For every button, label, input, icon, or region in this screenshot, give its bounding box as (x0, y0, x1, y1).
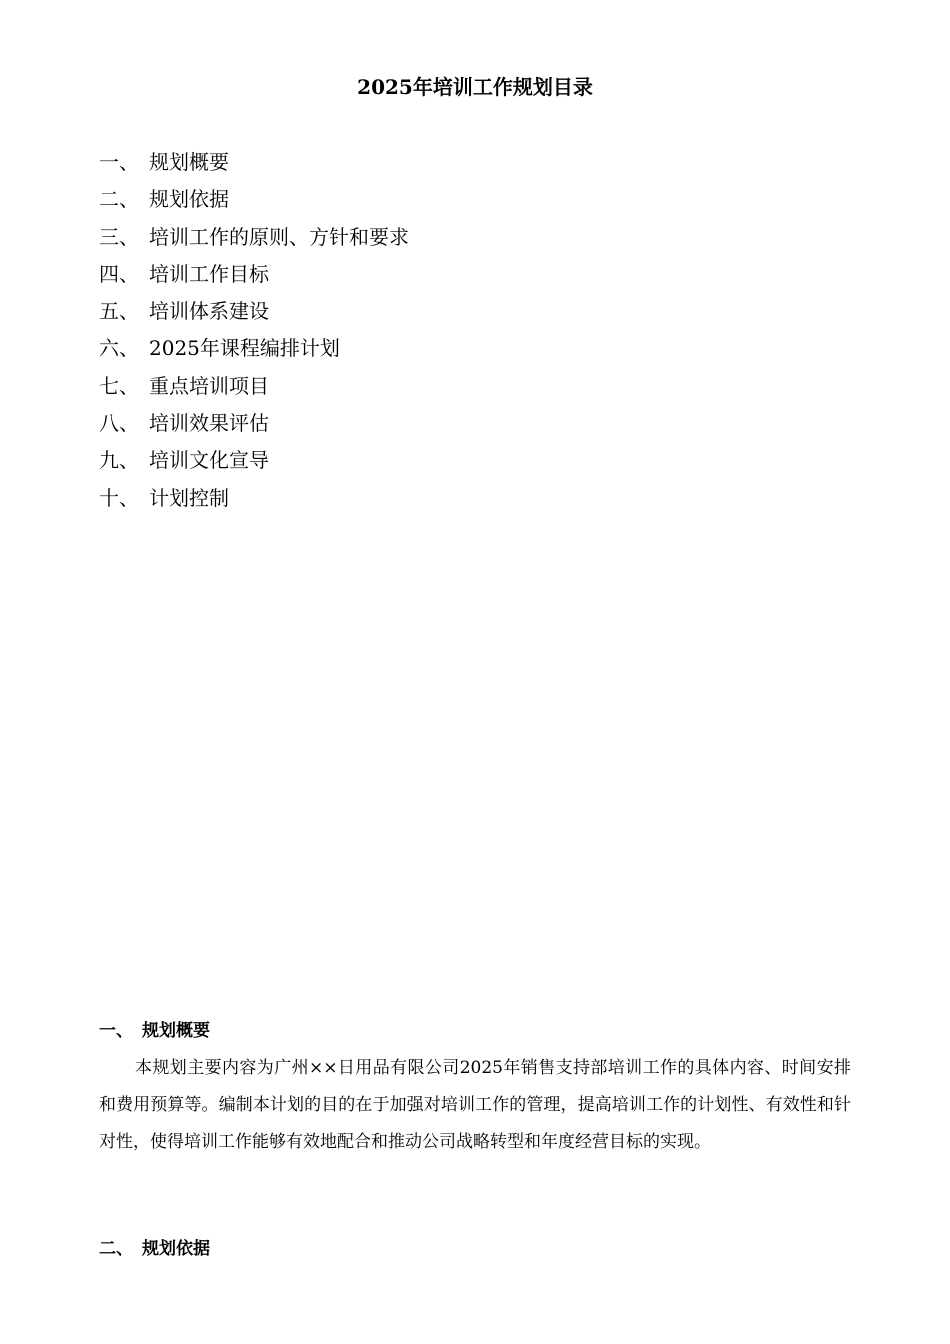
toc-item-label: 培训效果评估 (149, 411, 269, 436)
toc-item-number: 九、 (99, 448, 139, 473)
toc-item-number: 五、 (99, 299, 139, 324)
toc-item (99, 182, 859, 219)
section-title: 规划概要 (142, 1021, 210, 1041)
toc-item-label: 计划控制 (149, 485, 229, 510)
section-number: 一、 (99, 1021, 133, 1041)
section-heading (99, 1236, 210, 1262)
toc-item-number: 四、 (99, 261, 139, 286)
section-number: 二、 (99, 1239, 133, 1259)
toc-item (99, 294, 859, 331)
toc-item-label: 规划依据 (149, 187, 229, 212)
toc-item-label: 培训文化宣导 (149, 448, 269, 473)
section-paragraph: 本规划主要内容为广州××日用品有限公司2025年销售支持部培训工作的具体内容、时间安排和费用预算等。编制本计划的目的在于加强对培训工作的管理，提高培训工作的计划性、有效性和针对性，使得培训工作能够有效地配合和推动公司战略转型和年度经营目标的实现。 (99, 1058, 851, 1152)
section-heading (99, 1018, 210, 1044)
toc-item-number: 一、 (99, 150, 139, 174)
toc-item (99, 481, 859, 518)
toc-item-number: 七、 (99, 373, 139, 398)
toc-item (99, 369, 859, 406)
toc-item-label: 培训工作的原则、方针和要求 (149, 224, 409, 249)
toc-item-label: 规划概要 (149, 150, 229, 174)
toc-item-label: 2025年课程编排计划 (149, 336, 340, 361)
toc-item (99, 331, 859, 368)
toc-item-label: 重点培训项目 (149, 373, 269, 398)
toc-list (99, 145, 859, 518)
toc-item-number: 二、 (99, 187, 139, 212)
toc-item (99, 443, 859, 480)
toc-title: 2025年培训工作规划目录 (357, 75, 593, 99)
toc-item (99, 145, 859, 182)
toc-item-label: 培训体系建设 (149, 299, 269, 324)
toc-item-number: 三、 (99, 224, 139, 249)
toc-item-number: 八、 (99, 411, 139, 436)
toc-item-number: 十、 (99, 485, 139, 510)
section-title: 规划依据 (142, 1239, 210, 1259)
toc-item (99, 257, 859, 294)
toc-item-number: 六、 (99, 336, 139, 361)
toc-item (99, 220, 859, 257)
toc-item (99, 406, 859, 443)
toc-item-label: 培训工作目标 (149, 261, 269, 286)
